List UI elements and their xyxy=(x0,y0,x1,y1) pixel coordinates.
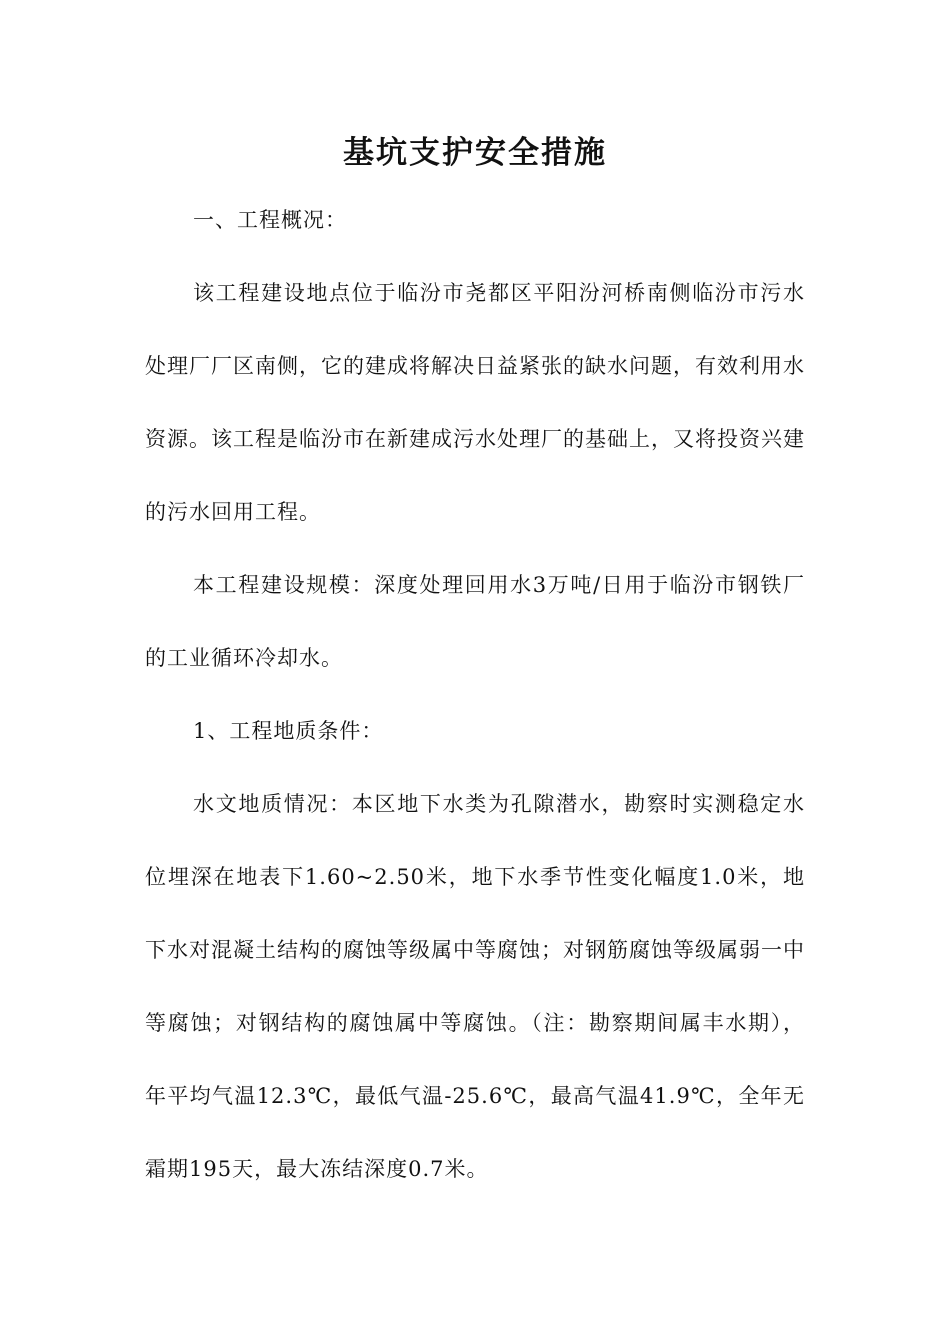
paragraph-hydrogeology: 水文地质情况：本区地下水类为孔隙潜水，勘察时实测稳定水位埋深在地表下1.60~2.50米，地下水季节性变化幅度1.0米，地下水对混凝土结构的腐蚀等级属中等腐蚀；对钢筋腐蚀等级属弱一中等腐蚀；对钢结构的腐蚀属中等腐蚀。（注：勘察期间属丰水期），年平均气温12.3℃，最低气温-25.6℃，最高气温41.9℃，全年无霜期195天，最大冻结深度0.7米。 xyxy=(145,792,805,1181)
section-heading-project-overview: 一、工程概况： xyxy=(193,208,347,232)
paragraph-project-scale: 本工程建设规模：深度处理回用水3万吨/日用于临汾市钢铁厂的工业循环冷却水。 xyxy=(145,573,805,670)
section-heading-geology: 1、工程地质条件： xyxy=(193,719,384,743)
paragraph-project-location: 该工程建设地点位于临汾市尧都区平阳汾河桥南侧临汾市污水处理厂厂区南侧，它的建成将解决日益紧张的缺水问题，有效利用水资源。该工程是临汾市在新建成污水处理厂的基础上，又将投资兴建的污水回用工程。 xyxy=(145,281,805,524)
document-body xyxy=(145,184,805,1206)
document-title: 基坑支护安全措施 xyxy=(343,135,607,171)
